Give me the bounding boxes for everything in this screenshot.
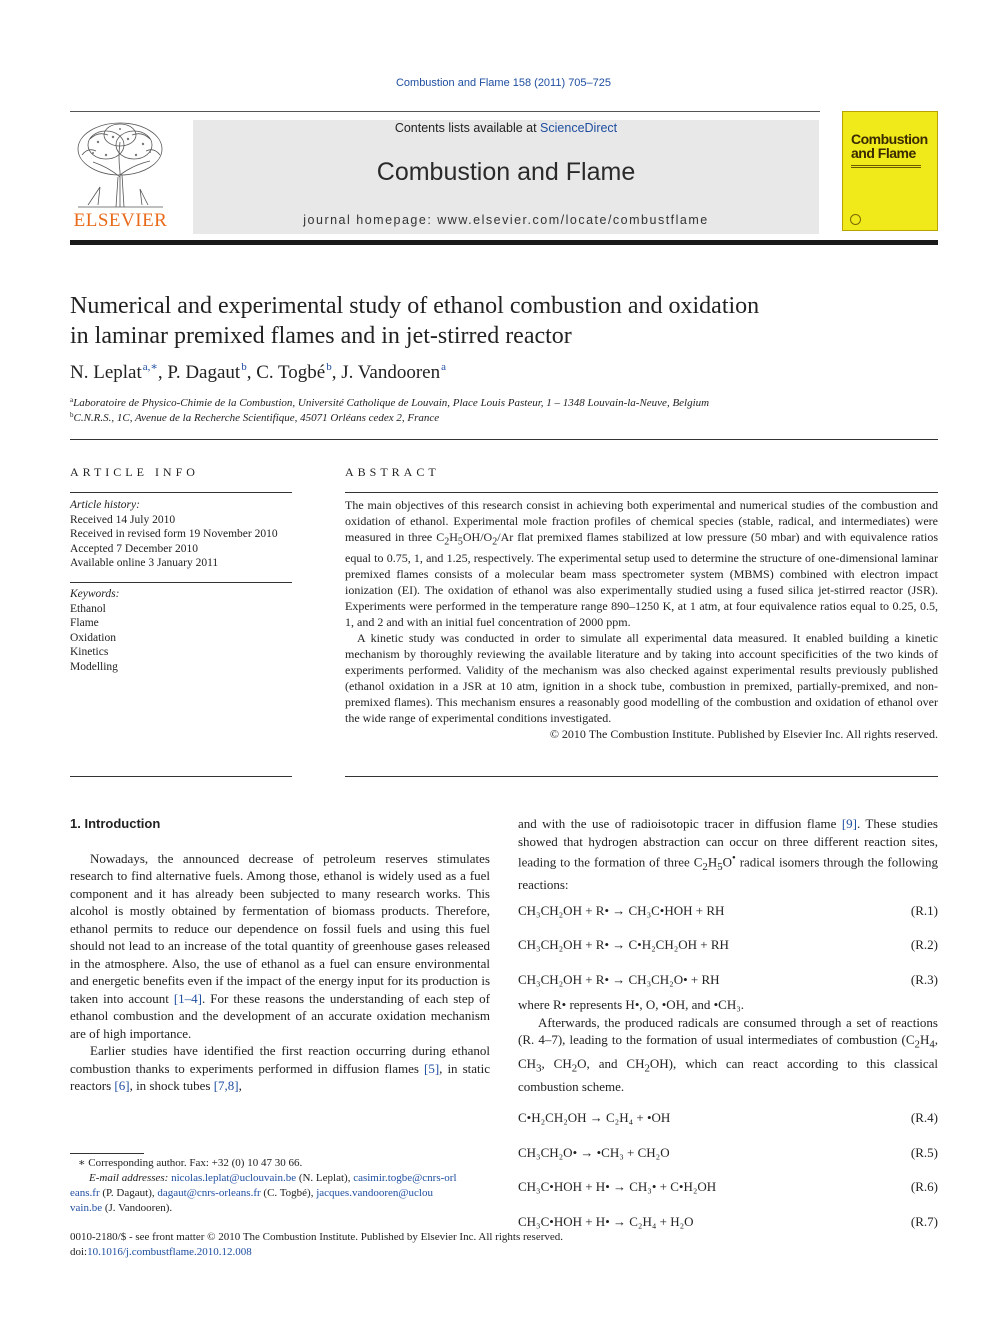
journal-homepage[interactable]: journal homepage: www.elsevier.com/locate/combustflame (303, 213, 709, 227)
email-owner: (P. Dagaut), (99, 1187, 158, 1199)
email-addresses-line-3 (70, 1201, 490, 1216)
reaction-label: (R.1) (910, 902, 938, 918)
keywords-label: Keywords: (70, 588, 120, 600)
keyword: Kinetics (70, 646, 109, 658)
text-segment: . These studies showed that hydrogen abstraction can occur on three different reaction sites, leading to the formation of three (518, 816, 938, 870)
cover-title-line-2: and Flame (851, 145, 916, 161)
reaction-r1 (518, 902, 938, 920)
keyword: Flame (70, 617, 99, 629)
abstract-paragraph-2: A kinetic study was conducted in order to simulate all experimental data measured. It enabled building a kinetic mechanism by thoroughly reviewing the available literature and by taking into account specificities of the two kinds of experiments performed. Validity of the mechanism was also checked against experimental results previously published (ethanol oxidation in a JSR at 10 atm, ignition in a shock tube, combustion in premixed, partially-premixed, and non-premixed flames). This mechanism ensures a reasonably good modelling of the combustion and oxidation of ethanol over the wide range of experimental conditions investigated. (345, 631, 938, 726)
reaction-equation: CH₃CH₂OH + R• → CH₃C•HOH + RH (518, 902, 725, 918)
intro-paragraph-2-continued: and with the use of radioisotopic tracer in diffusion flame [9]. These studies showed that hydrogen abstraction can occur on three different reaction sites, leading to the formation of three $C_2H_5O^•$ radical isomers through the following reactions: (518, 816, 938, 893)
cover-ruling (851, 165, 921, 168)
email-link[interactable]: vain.be (70, 1202, 103, 1214)
affiliation-mark: a (70, 396, 74, 404)
abstract-body (345, 497, 938, 742)
reaction-equation: CH₃CH₂OH + R• → CH₃CH₂O• + RH (518, 971, 720, 987)
affiliation-b (70, 411, 439, 424)
email-link[interactable]: dagaut@cnrs-orleans.fr (157, 1187, 261, 1199)
text-segment: radical isomers through the following reactions: (518, 854, 938, 893)
author-affil-link[interactable]: a (441, 361, 446, 373)
reaction-r7 (518, 1213, 938, 1231)
text-segment: , (238, 1078, 242, 1093)
keywords-box (70, 587, 292, 674)
reaction-r5 (518, 1144, 938, 1162)
text-segment: . For these reasons the understanding of each step of ethanol combustion and the development of an accurate oxidation mechanism are of high importance. (70, 990, 490, 1041)
keyword: Ethanol (70, 602, 106, 615)
reaction-label: (R.3) (910, 971, 938, 987)
email-link[interactable]: eans.fr (70, 1187, 100, 1199)
text-segment: Afterwards, the produced radicals are consumed through a set of reactions (R. 4–7), leading to the formation of usual intermediates of combustion (518, 1014, 938, 1048)
reaction-equation: CH₃CH₂O• → •CH₃ + CH₂O (518, 1144, 670, 1160)
cover-badge-icon (850, 214, 861, 225)
intro-paragraph-2 (70, 1042, 490, 1095)
text-segment: , in shock tubes (129, 1078, 214, 1093)
paper-title-line-1: Numerical and experimental study of ethanol combustion and oxidation (70, 293, 760, 319)
paper-title (70, 291, 930, 351)
abstract-rule (345, 492, 938, 493)
contents-line (193, 121, 819, 135)
citation-link[interactable]: [1–4] (173, 990, 202, 1006)
cover-title (851, 132, 935, 160)
reaction-r6 (518, 1178, 938, 1196)
corresponding-author-note: ∗ Corresponding author. Fax: +32 (0) 10 47 30 66. (78, 1157, 303, 1169)
reaction-equation: CH₃CH₂OH + R• → C•H₂CH₂OH + RH (518, 937, 729, 953)
reaction-label: (R.6) (910, 1179, 938, 1195)
author-affil-link[interactable]: b (241, 361, 247, 373)
reaction-label: (R.5) (910, 1144, 938, 1160)
keywords-rule (70, 582, 292, 583)
email-label: E-mail addresses: (89, 1172, 172, 1184)
reaction-equation: C•H₂CH₂OH → C₂H₄ + •OH (518, 1110, 671, 1126)
affiliation-text: C.N.R.S., 1C, Avenue de la Recherche Scientifique, 45071 Orléans cedex 2, France (73, 412, 440, 424)
where-line: where R• represents H•, O, •OH, and •CH₃. (518, 997, 744, 1013)
keyword: Oxidation (70, 631, 116, 644)
history-item: Accepted 7 December 2010 (70, 542, 199, 555)
elsevier-wordmark: ELSEVIER (73, 210, 168, 231)
text-segment: and with the use of radioisotopic tracer in diffusion flame (518, 816, 842, 831)
contents-prefix: Contents lists available at (394, 121, 541, 135)
text-segment: Nowadays, the announced decrease of petroleum reserves stimulates research to find alternative fuels. Among those, ethanol is widely used as a fuel component and it has already been subjected to many research works. This alcohol is mostly obtained by fermentation of biomass products. Therefore, ethanol permits to reduce our dependence on fossil fuels and using this fuel should not lead to an increase of the total quantity of greenhouse gases released in the atmosphere. Also, the use of ethanol as a fuel can ensure environmental and energetic benefits even if the impact of the energy input for its production is taken into account (70, 850, 490, 1006)
abstract-heading: ABSTRACT (345, 465, 440, 479)
keyword: Modelling (70, 660, 118, 673)
reaction-r3 (518, 971, 938, 989)
email-link[interactable]: jacques.vandooren@uclou (316, 1187, 433, 1199)
history-item: Available online 3 January 2011 (70, 557, 219, 569)
email-owner: (C. Togbé), (260, 1187, 317, 1199)
author-name: C. Togbé (256, 362, 326, 383)
email-link[interactable]: nicolas.leplat@uclouvain.be (171, 1172, 297, 1184)
author-affil-link[interactable]: a,∗ (142, 361, 158, 373)
author-name: P. Dagaut (167, 362, 241, 383)
paper-title-line-2: in laminar premixed flames and in jet-stirred reactor (70, 323, 572, 349)
elsevier-logo[interactable] (68, 117, 173, 232)
title-divider (70, 439, 938, 440)
doi-line (70, 1245, 563, 1260)
email-addresses-line-2 (70, 1186, 490, 1201)
author-sep: , (331, 362, 342, 383)
email-addresses (70, 1171, 490, 1186)
reaction-equation: CH₃C•HOH + H• → CH₃• + C•H₂OH (518, 1179, 717, 1195)
affiliation-mark: b (70, 411, 74, 419)
author-name: N. Leplat (70, 362, 142, 383)
affiliation-text: Laboratoire de Physico-Chimie de la Combustion, Université Catholique de Louvain, Place Louis Pasteur, 1 – 1348 Louvain-la-Neuve, Belgium (73, 397, 710, 409)
abstract-text-segment: The main objectives of this research consist in achieving both experimental and numerical studies of the combustion and oxidation of ethanol. Experimental mole fraction profiles of chemical species (stable, radical, and intermediates) were measured in three (345, 498, 938, 544)
journal-citation[interactable]: Combustion and Flame 158 (2011) 705–725 (395, 77, 612, 89)
issn-doi-block (70, 1230, 563, 1259)
abstract-paragraph-1: The main objectives of this research consist in achieving both experimental and numerical studies of the combustion and oxidation of ethanol. Experimental mole fraction profiles of chemical species (stable, radical, and intermediates) were measured in three $C_2H_5OH/O_2/Ar$ flat premixed flames stabilized at low pressure (50 mbar) and with equivalence ratios equal to 0.75, 1, and 1.25, respectively. The experimental setup used to determine the structure of one-dimensional laminar premixed flames consists of a molecular beam mass spectrometer system (MBMS) combined with electron impact ionization (EI). The oxidation of ethanol was also experimentally studied using a fused silica jet-stirred reactor (JSR). Experiments were performed in the temperature range 890–1250 K, at 1 atm, at four equivalence ratios equal to 0.25, 0.5, 1, and 2 and with an initial fuel concentration of 2000 ppm. (345, 498, 938, 630)
author-sep: , (157, 362, 168, 383)
sciencedirect-link[interactable]: ScienceDirect (540, 121, 618, 135)
abstract-copyright: © 2010 The Combustion Institute. Published by Elsevier Inc. All rights reserved. (549, 727, 938, 742)
intro-paragraph-1 (70, 850, 490, 1043)
journal-name: Combustion and Flame (376, 158, 636, 186)
introduction-right-column (518, 815, 938, 1230)
journal-header-band (193, 120, 819, 234)
email-owner: (N. Leplat), (296, 1172, 354, 1184)
citation-link[interactable]: [6] (114, 1078, 130, 1093)
history-item: Received in revised form 19 November 2010 (70, 528, 278, 540)
history-item: Received 14 July 2010 (70, 513, 176, 526)
article-info-heading: ARTICLE INFO (70, 465, 199, 479)
author-name: J. Vandooren (341, 362, 441, 383)
tree-icon (68, 117, 173, 209)
reaction-label: (R.4) (910, 1110, 938, 1126)
text-segment: , which can react according to this classical combustion scheme. (518, 1055, 939, 1094)
header-rule (70, 111, 820, 112)
introduction-left-column (70, 815, 490, 1095)
reaction-label: (R.2) (910, 937, 938, 953)
author-sep: , (246, 362, 257, 383)
article-info-bottom-rule (70, 776, 292, 777)
reaction-r2 (518, 936, 938, 954)
citation-link[interactable]: [9] (841, 816, 858, 831)
affiliation-a (70, 396, 709, 409)
journal-cover-thumbnail[interactable] (842, 111, 938, 231)
email-link[interactable]: casimir.togbe@cnrs-orl (353, 1172, 457, 1184)
section-heading-introduction: 1. Introduction (70, 816, 161, 831)
footnotes (70, 1156, 490, 1216)
doi-link[interactable]: 10.1016/j.combustflame.2010.12.008 (87, 1245, 252, 1258)
reaction-equation: CH₃C•HOH + H• → C₂H₄ + H₂O (518, 1213, 694, 1229)
author-affil-link[interactable]: b (326, 361, 332, 373)
abstract-text-segment: flat premixed flames stabilized at low pressure (50 mbar) and with equivalence ratios equal to 0.75, 1, and 1.25, respectively. The experimental setup used to determine the structure of one-dimensional laminar premixed flames consists of a molecular beam mass spectrometer system (MBMS) combined with electron impact ionization (EI). The oxidation of ethanol was also experimentally studied using a fused silica jet-stirred reactor (JSR). Experiments were performed in the temperature range 890–1250 K, at 1 atm, at four equivalence ratios equal to 0.25, 0.5, 1, and 2 and with an initial fuel concentration of 2000 ppm. (345, 530, 938, 630)
doi-label: doi: (70, 1245, 88, 1258)
citation-link[interactable]: [7,8] (213, 1078, 239, 1093)
issn-line: 0010-2180/$ - see front matter © 2010 The Combustion Institute. Published by Elsevier Inc. All rights reserved. (70, 1231, 563, 1243)
cover-title-line-1: Combustion (851, 131, 928, 147)
intro-paragraph-3: Afterwards, the produced radicals are consumed through a set of reactions (R. 4–7), leading to the formation of usual intermediates of combustion ($C_2H_4$, $CH_3$, $CH_2O$, and $CH_2OH$), which can react according to this classical combustion scheme. (518, 1014, 939, 1094)
article-info-rule (70, 492, 292, 493)
text-segment: , in static reactors (70, 1060, 490, 1093)
reaction-r4 (518, 1109, 938, 1127)
footnote-rule (70, 1153, 144, 1154)
citation-link[interactable]: [5] (424, 1060, 440, 1076)
author-list (70, 360, 446, 384)
email-owner: (J. Vandooren). (102, 1202, 173, 1214)
reaction-label: (R.7) (910, 1213, 938, 1229)
history-label: Article history: (70, 499, 140, 511)
abstract-bottom-rule (345, 776, 938, 777)
article-info (70, 498, 292, 571)
header-thick-rule (70, 240, 938, 245)
text-segment: Earlier studies have identified the first reaction occurring during ethanol combustion thanks to experiments performed in diffusion flames (70, 1043, 490, 1076)
